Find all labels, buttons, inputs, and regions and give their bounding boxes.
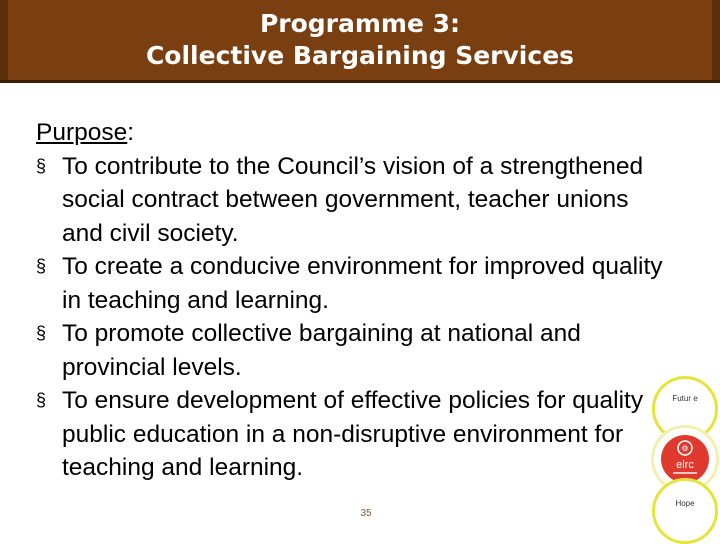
bullet-marker-icon: § <box>36 390 47 410</box>
svg-text:⚙: ⚙ <box>681 444 689 453</box>
hope-label: Hope <box>675 499 695 508</box>
bullet-text: To create a conducive environment for improved quality in teaching and learning. <box>62 253 663 314</box>
hope-circle <box>652 478 718 544</box>
bullet-item <box>36 384 676 485</box>
future-label: Futur e <box>672 394 698 403</box>
bullet-marker-icon: § <box>36 155 47 176</box>
purpose-heading <box>36 116 676 150</box>
slide-body <box>36 116 676 485</box>
bullet-item <box>36 250 676 317</box>
bullet-list <box>36 150 676 485</box>
bullet-text: To promote collective bargaining at national and provincial levels. <box>62 320 581 381</box>
bullet-item <box>36 317 676 384</box>
slide-title-line-1: Programme 3: <box>259 9 461 38</box>
title-bar <box>0 0 720 83</box>
bullet-text: To contribute to the Council’s vision of a strengthened social contract between government, teacher unions and civil society. <box>62 152 644 247</box>
slide-title <box>0 8 720 72</box>
bullet-marker-icon: § <box>36 256 47 276</box>
elrc-logo-text: elrc <box>676 459 694 471</box>
purpose-colon: : <box>127 119 135 146</box>
bullet-marker-icon: § <box>36 323 47 343</box>
bullet-item <box>36 150 676 251</box>
page-number: 35 <box>360 508 372 519</box>
slide-title-line-2: Collective Bargaining Services <box>145 41 575 70</box>
bullet-text: To ensure development of effective policies for quality public education in a non-disruptive environment for teaching and learning. <box>62 387 644 481</box>
purpose-word: Purpose <box>36 119 128 146</box>
